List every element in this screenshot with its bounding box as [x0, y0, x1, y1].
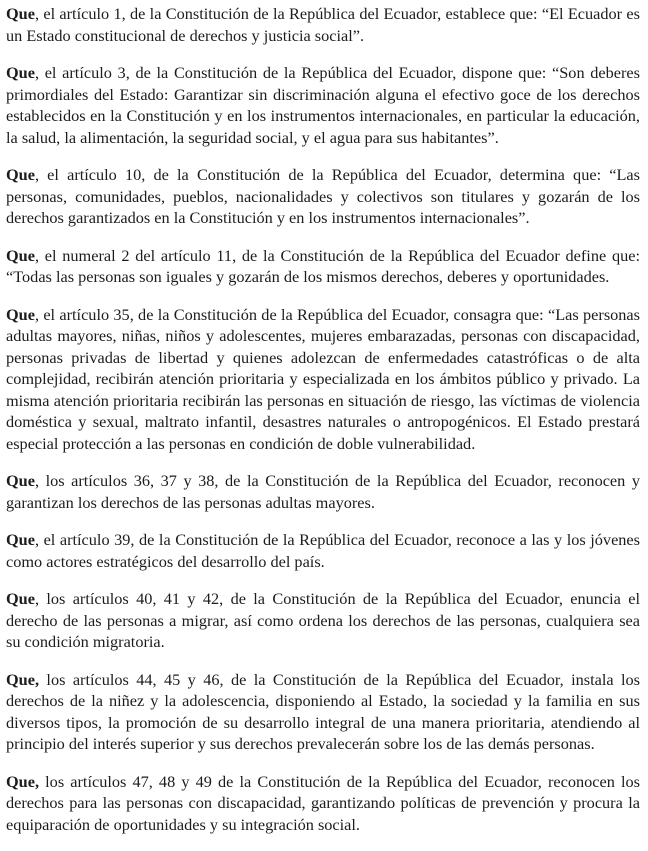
- clause-text: , los artículos 36, 37 y 38, de la Constitución de la República del Ecuador, reconocen y garantizan los derechos de las personas adultas mayores.: [6, 471, 640, 512]
- clause-lead: Que: [6, 245, 35, 265]
- clause-lead: Que: [6, 165, 35, 184]
- clause-lead: Que: [6, 471, 35, 490]
- document-body: [6, 3, 640, 851]
- clause-art-35: [6, 304, 640, 455]
- clause-text: , el artículo 1, de la Constitución de la República del Ecuador, establece que: “El Ecuador es un Estado constitucional de derechos y justicia social”.: [6, 4, 640, 45]
- clause-art-3: [6, 62, 640, 148]
- clause-art-36-38: [6, 470, 640, 513]
- clause-text: los artículos 44, 45 y 46, de la Constitución de la República del Ecuador, instala los derechos de la niñez y la adolescencia, disponiendo al Estado, la sociedad y la familia en sus diversos tipos, la promoción de su desarrollo integral de una manera prioritaria, atendiendo al principio del interés superior y sus derechos prevalecerán sobre los de las demás personas.: [6, 669, 640, 753]
- clause-text: , el artículo 3, de la Constitución de la República del Ecuador, dispone que: “Son deberes primordiales del Estado: Garantizar sin discriminación alguna el efectivo goce de los derechos establecidos en la Constitución y en los instrumentos internacionales, en particular la educación, la salud, la alimentación, la seguridad social, y el agua para sus habitantes”.: [6, 63, 640, 147]
- clause-text: , el artículo 39, de la Constitución de la República del Ecuador, reconoce a las y los jóvenes como actores estratégicos del desarrollo del país.: [6, 530, 640, 571]
- clause-art-1: [6, 3, 640, 46]
- clause-lead: Que,: [6, 669, 40, 689]
- clause-lead: Que: [6, 4, 35, 23]
- clause-art-44-46: [6, 669, 640, 755]
- clause-text: , los artículos 40, 41 y 42, de la Constitución de la República del Ecuador, enuncia el derecho de las personas a migrar, así como ordena los derechos de las personas, cualquiera sea su condición migratoria.: [6, 589, 640, 651]
- clause-lead: Que: [6, 589, 35, 608]
- clause-art-39: [6, 529, 640, 572]
- clause-art-11: [6, 245, 640, 288]
- clause-lead: Que: [6, 304, 35, 324]
- clause-text: , el artículo 35, de la Constitución de la República del Ecuador, consagra que: “Las personas adultas mayores, niñas, niños y adolescentes, mujeres embarazadas, personas con discapacidad, personas privadas de libertad y quienes adolezcan de enfermedades catastróficas o de alta complejidad, recibirán atención prioritaria y especializada en los ámbitos público y privado. La misma atención prioritaria recibirán las personas en situación de riesgo, las víctimas de violencia doméstica y sexual, maltrato infantil, desastres naturales o antropogénicos. El Estado prestará especial protección a las personas en condición de doble vulnerabilidad.: [6, 304, 640, 453]
- clause-art-47-49: [6, 771, 640, 836]
- clause-art-10: [6, 164, 640, 229]
- clause-text: los artículos 47, 48 y 49 de la Constitución de la República del Ecuador, reconocen los derechos para las personas con discapacidad, garantizando políticas de prevención y procura la equiparación de oportunidades y su integración social.: [6, 771, 640, 834]
- clause-lead: Que,: [6, 771, 40, 791]
- clause-lead: Que: [6, 530, 35, 549]
- clause-lead: Que: [6, 63, 35, 82]
- clause-text: , el artículo 10, de la Constitución de la República del Ecuador, determina que: “Las personas, comunidades, pueblos, nacionalidades y colectivos son titulares y gozarán de los derechos garantizados en la Constitución y en los instrumentos internacionales”.: [6, 165, 640, 227]
- clause-text: , el numeral 2 del artículo 11, de la Constitución de la República del Ecuador define que: “Todas las personas son iguales y gozarán de los mismos derechos, deberes y oportunidades.: [6, 245, 640, 286]
- clause-art-40-42: [6, 588, 640, 653]
